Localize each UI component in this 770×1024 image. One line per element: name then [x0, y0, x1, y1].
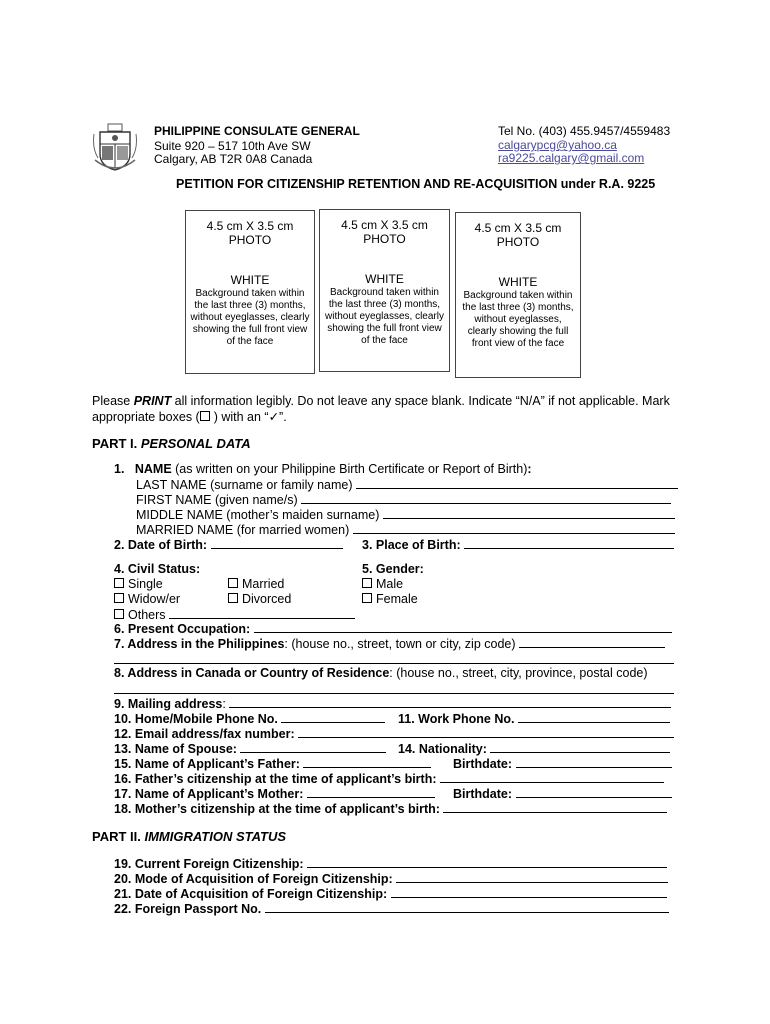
- middle-name-field[interactable]: [383, 507, 675, 519]
- father-birthdate-row: [453, 756, 672, 772]
- q20-field[interactable]: [396, 871, 668, 883]
- divorced-checkbox[interactable]: [228, 593, 238, 603]
- q19-row: [114, 856, 667, 872]
- photo-dimensions: 4.5 cm X 3.5 cm: [206, 219, 294, 233]
- widow-label: Widow/er: [128, 592, 181, 606]
- mailing-label: 9. Mailing address: [114, 697, 223, 711]
- q22-label: 22. Foreign Passport No.: [114, 902, 262, 916]
- others-field[interactable]: [169, 607, 355, 619]
- form-title: PETITION FOR CITIZENSHIP RETENTION AND RE-ACQUISITION under R.A. 9225: [176, 177, 656, 191]
- mother-field[interactable]: [307, 786, 435, 798]
- home-phone-field[interactable]: [281, 711, 385, 723]
- dob-field[interactable]: [211, 537, 343, 549]
- mother-citizenship-label: 18. Mother’s citizenship at the time of applicant’s birth:: [114, 802, 440, 816]
- photo-box-3: [455, 212, 581, 378]
- instructions-line2: [92, 410, 287, 425]
- q19-field[interactable]: [307, 856, 667, 868]
- last-name-field[interactable]: [356, 477, 678, 489]
- consulate-seal: [92, 122, 138, 174]
- instructions-please: Please: [92, 394, 134, 408]
- pob-field[interactable]: [464, 537, 674, 549]
- option-female[interactable]: [362, 592, 418, 607]
- mother-citizenship-field[interactable]: [443, 801, 667, 813]
- q21-row: [114, 886, 667, 902]
- photo-background-note: Background taken within the last three (3) months, without eyeglasses, clearly showing the full front view of the face: [325, 287, 444, 346]
- photo-box-1: [185, 210, 315, 374]
- home-phone-row: [114, 711, 385, 727]
- photo-dimensions: 4.5 cm X 3.5 cm: [341, 218, 428, 232]
- part2-heading-prefix: PART II.: [92, 829, 145, 844]
- father-field[interactable]: [303, 756, 431, 768]
- father-citizenship-row: [114, 771, 664, 787]
- married-name-label: MARRIED NAME (for married women): [136, 523, 350, 537]
- dob-row: [114, 537, 343, 553]
- checkbox-sample-icon: [200, 411, 210, 421]
- pob-label: 3. Place of Birth:: [362, 538, 461, 552]
- org-address-line2: Calgary, AB T2R 0A8 Canada: [154, 152, 313, 166]
- part1-heading-prefix: PART I.: [92, 436, 141, 451]
- photo-box-2: [319, 209, 450, 372]
- name-label: NAME: [134, 462, 172, 476]
- mother-birthdate-label: Birthdate:: [453, 787, 513, 801]
- father-birthdate-label: Birthdate:: [453, 757, 513, 771]
- instructions-rest1: all information legibly. Do not leave any space blank. Indicate “N/A” if not applicable. Mark: [171, 394, 670, 408]
- work-phone-row: [398, 711, 670, 727]
- instructions-print: PRINT: [133, 394, 172, 408]
- gender-label: 5. Gender:: [362, 562, 424, 576]
- occupation-label: 6. Present Occupation:: [114, 622, 251, 636]
- photo-background-note: Background taken within the last three (3) months, without eyeglasses, clearly showing the full front view of the face: [190, 288, 310, 347]
- nationality-row: [398, 741, 670, 757]
- address-ph-label: 7. Address in the Philippines: [114, 637, 285, 651]
- email-link-yahoo[interactable]: calgarypcg@yahoo.ca: [498, 138, 617, 152]
- mother-citizenship-row: [114, 801, 667, 817]
- photo-white-label: WHITE: [498, 275, 538, 289]
- divorced-label: Divorced: [242, 592, 292, 606]
- father-citizenship-field[interactable]: [440, 771, 664, 783]
- email-field[interactable]: [298, 726, 674, 738]
- pob-row: [362, 537, 674, 553]
- widow-checkbox[interactable]: [114, 593, 124, 603]
- father-label: 15. Name of Applicant’s Father:: [114, 757, 300, 771]
- address-ca-field[interactable]: [114, 693, 674, 694]
- work-phone-label: 11. Work Phone No.: [398, 712, 515, 726]
- org-address-line1: Suite 920 – 517 10th Ave SW: [154, 139, 311, 153]
- mailing-row: [114, 696, 671, 712]
- address-ph-field-line2[interactable]: [114, 663, 674, 664]
- instructions-rest2: appropriate boxes (: [92, 410, 200, 424]
- q20-row: [114, 871, 668, 887]
- part1-heading-title: PERSONAL DATA: [140, 436, 251, 451]
- q21-field[interactable]: [391, 886, 667, 898]
- father-citizenship-label: 16. Father’s citizenship at the time of applicant’s birth:: [114, 772, 437, 786]
- nationality-field[interactable]: [490, 741, 670, 753]
- email-link-gmail[interactable]: ra9225.calgary@gmail.com: [498, 151, 645, 165]
- mother-label: 17. Name of Applicant’s Mother:: [114, 787, 304, 801]
- option-male[interactable]: [362, 577, 403, 592]
- option-widow[interactable]: [114, 592, 180, 607]
- part1-heading: [92, 436, 251, 451]
- female-checkbox[interactable]: [362, 593, 372, 603]
- mother-row: [114, 786, 435, 802]
- female-label: Female: [376, 592, 418, 606]
- name-colon: :: [527, 462, 532, 476]
- mailing-colon: :: [222, 697, 226, 711]
- photo-label: PHOTO: [228, 233, 272, 247]
- civil-status-label: 4. Civil Status:: [114, 562, 201, 576]
- org-name: PHILIPPINE CONSULATE GENERAL: [154, 124, 360, 138]
- name-note: (as written on your Philippine Birth Certificate or Report of Birth): [171, 462, 528, 476]
- married-name-field[interactable]: [353, 522, 675, 534]
- father-birthdate-field[interactable]: [516, 756, 672, 768]
- address-ca-row: [114, 666, 648, 681]
- tel-number: Tel No. (403) 455.9457/4559483: [498, 124, 671, 138]
- married-name-row: [136, 522, 675, 538]
- address-ca-note: : (house no., street, city, province, postal code): [389, 666, 648, 680]
- single-label: Single: [128, 577, 163, 591]
- male-checkbox[interactable]: [362, 578, 372, 588]
- address-ph-field[interactable]: [519, 636, 665, 648]
- married-checkbox[interactable]: [228, 578, 238, 588]
- address-ph-row: [114, 636, 665, 652]
- spouse-row: [114, 741, 386, 757]
- mailing-field[interactable]: [229, 696, 671, 708]
- address-ca-label: 8. Address in Canada or Country of Residence: [114, 666, 390, 680]
- email-row: [114, 726, 674, 742]
- occupation-field[interactable]: [254, 621, 672, 633]
- others-checkbox[interactable]: [114, 609, 124, 619]
- middle-name-row: [136, 507, 675, 523]
- last-name-row: [136, 477, 678, 493]
- work-phone-field[interactable]: [518, 711, 670, 723]
- male-label: Male: [376, 577, 404, 591]
- photo-dimensions: 4.5 cm X 3.5 cm: [474, 221, 562, 235]
- first-name-field[interactable]: [301, 492, 671, 504]
- q21-label: 21. Date of Acquisition of Foreign Citizenship:: [114, 887, 388, 901]
- option-married[interactable]: [228, 577, 284, 592]
- photo-white-label: WHITE: [230, 273, 270, 287]
- nationality-label: 14. Nationality:: [398, 742, 487, 756]
- address-ph-note: : (house no., street, town or city, zip code): [284, 637, 516, 651]
- others-label: Others: [128, 608, 166, 622]
- photo-label: PHOTO: [363, 232, 406, 246]
- father-row: [114, 756, 431, 772]
- photo-label: PHOTO: [496, 235, 540, 249]
- first-name-row: [136, 492, 671, 508]
- name-number: 1.: [114, 462, 125, 476]
- photo-background-note: Background taken within the last three (3) months, without eyeglasses, clearly showing the full front view of the face: [462, 290, 574, 349]
- spouse-label: 13. Name of Spouse:: [114, 742, 237, 756]
- mother-birthdate-row: [453, 786, 672, 802]
- part2-heading-title: IMMIGRATION STATUS: [144, 829, 287, 844]
- instructions-rest3: ) with an “✓”.: [213, 410, 287, 424]
- home-phone-label: 10. Home/Mobile Phone No.: [114, 712, 278, 726]
- instructions-line1: [92, 394, 670, 409]
- occupation-row: [114, 621, 672, 637]
- option-single[interactable]: [114, 577, 163, 592]
- mother-birthdate-field[interactable]: [516, 786, 672, 798]
- photo-white-label: WHITE: [365, 272, 404, 286]
- spouse-field[interactable]: [240, 741, 386, 753]
- option-divorced[interactable]: [228, 592, 291, 607]
- q22-field[interactable]: [265, 901, 669, 913]
- q20-label: 20. Mode of Acquisition of Foreign Citizenship:: [114, 872, 393, 886]
- middle-name-label: MIDDLE NAME (mother’s maiden surname): [136, 508, 380, 522]
- part2-heading: [92, 829, 286, 844]
- last-name-label: LAST NAME (surname or family name): [136, 478, 353, 492]
- dob-label: 2. Date of Birth:: [114, 538, 208, 552]
- first-name-label: FIRST NAME (given name/s): [136, 493, 298, 507]
- q19-label: 19. Current Foreign Citizenship:: [114, 857, 304, 871]
- single-checkbox[interactable]: [114, 578, 124, 588]
- married-label: Married: [242, 577, 285, 591]
- q22-row: [114, 901, 669, 917]
- email-label: 12. Email address/fax number:: [114, 727, 295, 741]
- name-heading: [114, 462, 532, 477]
